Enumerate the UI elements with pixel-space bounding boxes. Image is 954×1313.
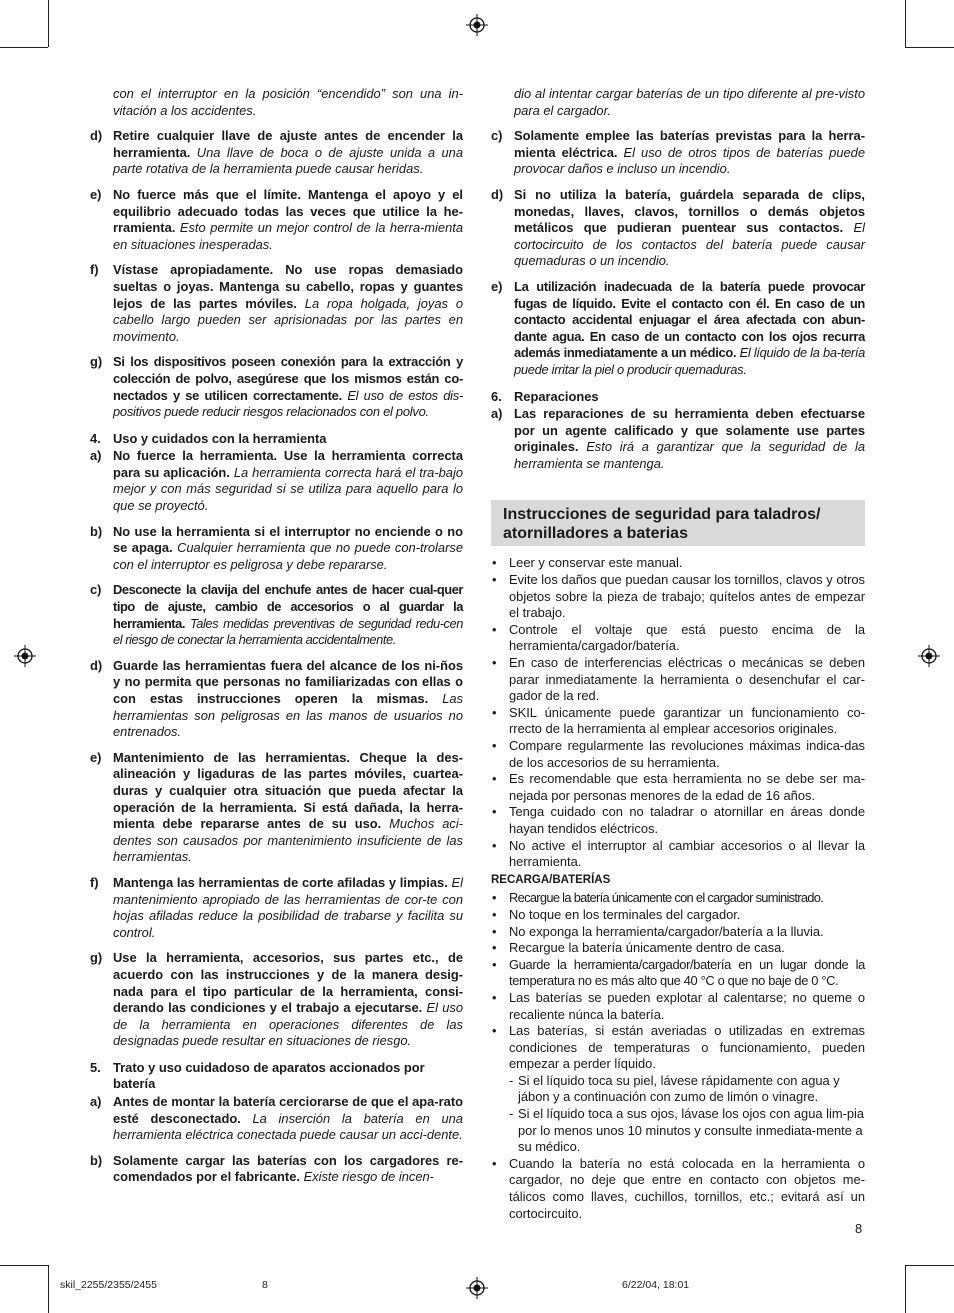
bullet-item: • En caso de interferencias eléctricas o mecánicas se deben parar inmediatamente la herramienta o desenchufar el car-gador de la red. — [492, 655, 865, 704]
bullet-item: • No active el interruptor al cambiar accesorios o al llevar la herramienta. — [492, 837, 865, 870]
bullet-item: • Recargue la batería únicamente dentro de casa. — [492, 940, 785, 956]
registration-mark-icon — [466, 1277, 488, 1299]
right-column — [491, 86, 865, 1222]
bullet-item: • Las baterías, si están averiadas o utilizadas en extremas condiciones de temperaturas o funcionamiento, pueden empezar a perder líquido. — [492, 1023, 865, 1072]
bullet-item: • Compare regularmente las revoluciones máximas indica-das de los accesorios de su herramienta. — [492, 738, 865, 770]
dash-item: - Si el líquido toca a sus ojos, lávase los ojos con agua lim-pia por lo menos unos 10 minutos y consulte inmediata-mente a su médico. — [509, 1106, 865, 1155]
continued-text: dio al intentar cargar baterías de un tipo diferente al pre-visto para el cargador. — [514, 86, 865, 118]
list-item: e) Mantenimiento de las herramientas. Cheque la des-alineación y ligaduras de las partes móviles, cuartea-duras y cualquier otra situación que pueda afectar la operación de la herramienta. Si está dañada, la herra-mienta debe repararse antes de su uso. Muchos aci-dentes son causados por mantenimiento insuficiente de las herramientas. — [90, 749, 463, 865]
list-item: g) Si los dispositivos poseen conexión para la extracción y colección de polvo, asegúrese que los mismos están co-nectados y se utilicen correctamente. El uso de estos dis-positivos puede reducir riesgos relacionados con el polvo. — [90, 354, 463, 420]
list-item: d) Retire cualquier llave de ajuste antes de encender la herramienta. Una llave de boca o de ajuste unida a una parte rotativa de la herramienta puede causar heridas. — [90, 128, 463, 177]
crop-mark — [905, 0, 906, 47]
bullet-item: • No toque en los terminales del cargador. — [492, 906, 741, 922]
list-item: f) Vístase apropiadamente. No use ropas demasiado sueltas o joyas. Mantenga su cabello, ropas y guantes lejos de las partes móviles. La ropa holgada, joyas o cabello largo pueden ser aprisionadas por las partes en movimento. — [90, 262, 463, 344]
bullet-item: • Recargue la batería únicamente con el cargador suministrado. — [492, 890, 824, 906]
list-item: c) Desconecte la clavija del enchufe antes de hacer cual-quer tipo de ajuste, cambio de accesorios o al guardar la herramienta. Tales medidas preventivas de seguridad redu-cen el riesgo de conectar la herramienta accidentalmente. — [90, 582, 463, 648]
bullet-item: • Leer y conservar este manual. — [492, 555, 683, 571]
bullet-item: • Controle el voltaje que está puesto encima de la herramienta/cargador/batería. — [492, 621, 865, 654]
bullet-item: • No exponga la herramienta/cargador/batería a la lluvia. — [492, 923, 824, 939]
list-item: b) Solamente cargar las baterías con los cargadores re-comendados por el fabricante. Existe riesgo de incen- — [90, 1152, 463, 1185]
crop-mark — [0, 1265, 48, 1266]
section-heading: 5. Trato y uso cuidadoso de aparatos accionados por batería — [90, 1059, 425, 1092]
bullet-item: • Es recomendable que esta herramienta no se debe ser ma-nejada por personas menores de la edad de 16 años. — [492, 771, 865, 803]
bullet-item: • Tenga cuidado con no taladrar o atornillar en áreas donde hayan tendidos eléctricos. — [492, 804, 865, 836]
list-item: g) Use la herramienta, accesorios, sus partes etc., de acuerdo con las instrucciones y de la manera desig-nada para el tipo particular de la herramienta, consi-derando las condiciones y el trabajo a ejecutarse. El uso de la herramienta en operaciones diferentes de las designadas puede resultar en situaciones de riesgo. — [90, 950, 463, 1049]
section-title-box: Instrucciones de seguridad para taladros/ atornilladores a baterias — [491, 500, 865, 546]
bullet-item: • Las baterías se pueden explotar al calentarse; no queme o recaliente núnca la batería. — [492, 989, 865, 1022]
crop-mark — [48, 0, 49, 47]
registration-mark-icon — [466, 14, 488, 36]
crop-mark — [48, 1265, 49, 1313]
list-item: b) No use la herramienta si el interruptor no enciende o no se apaga. Cualquier herramienta que no puede con-trolarse con el interruptor es peligrosa y debe repararse. — [90, 523, 463, 572]
crop-mark — [0, 47, 48, 48]
page-number: 8 — [855, 1221, 863, 1236]
dash-item: - Si el líquido toca su piel, lávese rápidamente con agua y jábon y a continuación con zumo de limón o vinagre. — [509, 1072, 840, 1105]
bullet-item: • Cuando la batería no está colocada en la herramienta o cargador, no deje que entre en contacto con objetos me-tálicos como llaves, cuchillos, tornillos, etc.; evitará así un cortocircuito. — [492, 1155, 865, 1221]
bullet-item: • Evite los daños que puedan causar los tornillos, clavos y otros objetos sobre la pieza de trabajo; quítelos antes de empezar el trabajo. — [492, 572, 865, 621]
registration-mark-icon — [918, 645, 940, 667]
list-item: d) Guarde las herramientas fuera del alcance de los ni-ños y no permita que personas no familiarizadas con ellas o con estas instrucciones operen la mismas. Las herramientas son peligrosas en las manos de usuarios no entrenados. — [90, 657, 463, 740]
bullet-item: • SKIL únicamente puede garantizar un funcionamiento co-rrecto de la herramienta al emplear accesorios originales. — [492, 704, 865, 737]
list-item: e) La utilización inadecuada de la batería puede provocar fugas de líquido. Evite el contacto con él. En caso de un contacto accidental enjuagar el área afectada con abun-dante agua. En caso de un contacto con los ojos recurra además inmediatamente a un médico. El líquido de la ba-tería puede irritar la piel o producir quemaduras. — [491, 278, 865, 377]
list-item: a) No fuerce la herramienta. Use la herramienta correcta para su aplicación. La herramienta correcta hará el tra-bajo mejor y con más seguridad si se utiliza para aquello para lo que se proyectó. — [90, 448, 463, 514]
bullet-item: • Guarde la herramienta/cargador/batería en un lugar donde la temperatura no es más alto que 40 °C o que no baje de 0 °C. — [492, 956, 865, 989]
footer-date: 6/22/04, 18:01 — [622, 1279, 690, 1291]
crop-mark — [905, 47, 954, 48]
footer-page: 8 — [262, 1279, 268, 1291]
footer-file: skil_2255/2355/2455 — [60, 1279, 157, 1291]
subheading: RECARGA/BATERÍAS — [491, 873, 611, 886]
list-item: a) Antes de montar la batería cerciorarse de que el apa-rato esté desconectado. La inserción la batería en una herramienta eléctrica conectada puede causar un acci-dente. — [90, 1094, 463, 1143]
crop-mark — [905, 1265, 954, 1266]
list-item: e) No fuerce más que el límite. Mantenga el apoyo y el equilibrio adecuado todas las veces que utilice la he-rramienta. Esto permite un mejor control de la herra-mienta en situaciones inesperadas. — [90, 186, 463, 252]
list-item: d) Si no utiliza la batería, guárdela separada de clips, monedas, llaves, clavos, tornillos o demás objetos metálicos que pudieran puentear sus contactos. El cortocircuito de los contactos del batería puede causar quemaduras o un incendio. — [491, 186, 865, 269]
crop-mark — [905, 1265, 906, 1313]
list-item: a) Las reparaciones de su herramienta deben efectuarse por un agente calificado y que solamente use partes originales. Esto irá a garantizar que la seguridad de la herramienta se mantenga. — [491, 406, 865, 471]
continued-text: con el interruptor en la posición “encendido” son una in-vitación a los accidentes. — [113, 86, 463, 118]
list-item: c) Solamente emplee las baterías previstas para la herra-mienta eléctrica. El uso de otros tipos de baterías puede provocar daños e incluso un incendio. — [491, 128, 865, 177]
left-column — [90, 86, 463, 1186]
list-item: f) Mantenga las herramientas de corte afiladas y limpias. El mantenimiento apropiado de las herramientas de cor-te con hojas afiladas reduce la posibilidad de trabarse y facilita su control. — [90, 874, 463, 940]
section-heading: 4. Uso y cuidados con la herramienta — [90, 430, 327, 446]
section-heading: 6. Reparaciones — [491, 388, 599, 404]
registration-mark-icon — [14, 645, 36, 667]
